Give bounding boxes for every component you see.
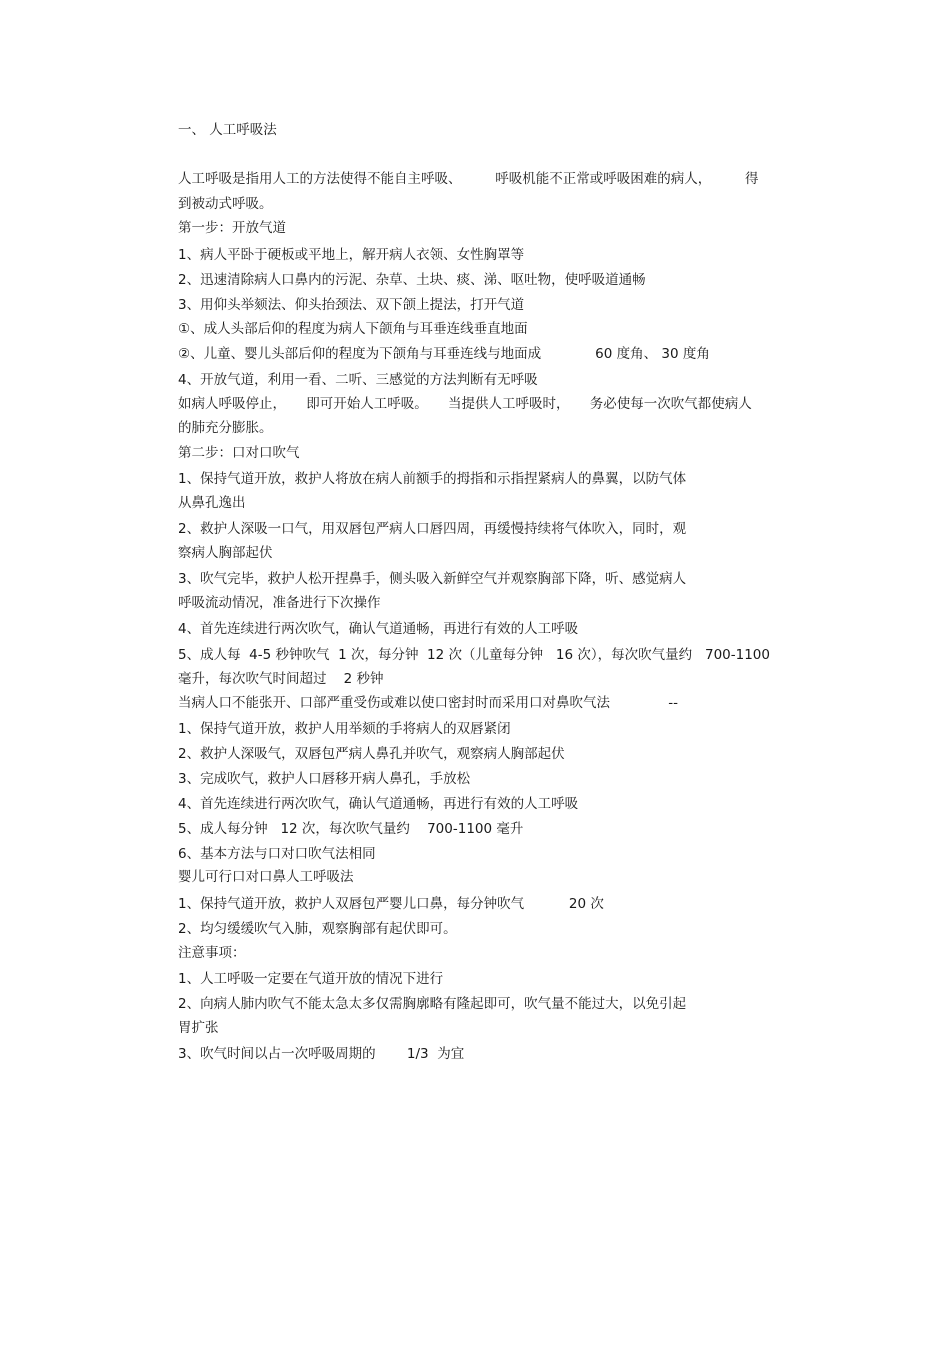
list-item: 1、保持气道开放，救护人将放在病人前额手的拇指和示指捏紧病人的鼻翼，以防气体 <box>178 471 687 487</box>
list-item-continued: 毫升，每次吹气时间超过 2 秒钟 <box>178 671 384 687</box>
paragraph-line: 人工呼吸是指用人工的方法使得不能自主呼吸、 呼吸机能不正常或呼吸困难的病人， 得 <box>178 171 759 187</box>
list-item: 2、救护人深吸一口气，用双唇包严病人口唇四周，再缓慢持续将气体吹入，同时，观 <box>178 521 687 537</box>
list-item-continued: 胃扩张 <box>178 1020 219 1036</box>
paragraph-line: 如病人呼吸停止， 即可开始人工呼吸。 当提供人工呼吸时， 务必使每一次吹气都使病人 <box>178 396 752 412</box>
list-item: 5、成人每 4-5 秒钟吹气 1 次，每分钟 12 次（儿童每分钟 16 次），每次吹气量约 700-1100 <box>178 647 770 663</box>
paragraph-line: 当病人口不能张开、口部严重受伤或难以使口密封时而采用口对鼻吹气法 -- <box>178 695 679 711</box>
list-item-continued: 呼吸流动情况，准备进行下次操作 <box>178 595 381 611</box>
list-item: 1、病人平卧于硬板或平地上，解开病人衣领、女性胸罩等 <box>178 247 525 263</box>
list-item-continued: 从鼻孔逸出 <box>178 495 246 511</box>
step-heading: 第二步：口对口吹气 <box>178 445 300 461</box>
list-item: 3、完成吹气，救护人口唇移开病人鼻孔，手放松 <box>178 771 471 787</box>
list-item: 3、用仰头举颏法、仰头抬颈法、双下颌上提法，打开气道 <box>178 297 525 313</box>
step-heading: 第一步：开放气道 <box>178 220 286 236</box>
list-item: 3、吹气完毕，救护人松开捏鼻手，侧头吸入新鲜空气并观察胸部下降，听、感觉病人 <box>178 571 687 587</box>
paragraph-line: 的肺充分膨胀。 <box>178 420 273 436</box>
list-item: 4、开放气道，利用一看、二听、三感觉的方法判断有无呼吸 <box>178 372 538 388</box>
list-item: 6、基本方法与口对口吹气法相同 <box>178 846 376 862</box>
list-item-continued: 察病人胸部起伏 <box>178 545 273 561</box>
list-item: ①、成人头部后仰的程度为病人下颌角与耳垂连线垂直地面 <box>178 321 528 337</box>
list-item: 5、成人每分钟 12 次，每次吹气量约 700-1100 毫升 <box>178 821 524 837</box>
list-item: 1、保持气道开放，救护人双唇包严婴儿口鼻，每分钟吹气 20 次 <box>178 896 604 912</box>
section-heading: 一、 人工呼吸法 <box>178 122 277 138</box>
list-item: 2、均匀缓缓吹气入肺，观察胸部有起伏即可。 <box>178 921 457 937</box>
list-item: ②、儿童、婴儿头部后仰的程度为下颌角与耳垂连线与地面成 60 度角、 30 度角 <box>178 346 710 362</box>
list-item: 2、迅速清除病人口鼻内的污泥、杂草、土块、痰、涕、呕吐物，使呼吸道通畅 <box>178 272 646 288</box>
list-item: 4、首先连续进行两次吹气，确认气道通畅，再进行有效的人工呼吸 <box>178 621 579 637</box>
notes-heading: 注意事项： <box>178 945 246 961</box>
list-item: 1、保持气道开放，救护人用举颏的手将病人的双唇紧闭 <box>178 721 511 737</box>
list-item: 3、吹气时间以占一次呼吸周期的 1/3 为宜 <box>178 1046 465 1062</box>
paragraph-line: 婴儿可行口对口鼻人工呼吸法 <box>178 869 354 885</box>
list-item: 1、人工呼吸一定要在气道开放的情况下进行 <box>178 971 444 987</box>
paragraph-line: 到被动式呼吸。 <box>178 196 273 212</box>
list-item: 2、救护人深吸气，双唇包严病人鼻孔并吹气，观察病人胸部起伏 <box>178 746 565 762</box>
list-item: 4、首先连续进行两次吹气，确认气道通畅，再进行有效的人工呼吸 <box>178 796 579 812</box>
list-item: 2、向病人肺内吹气不能太急太多仅需胸廓略有隆起即可，吹气量不能过大，以免引起 <box>178 996 687 1012</box>
